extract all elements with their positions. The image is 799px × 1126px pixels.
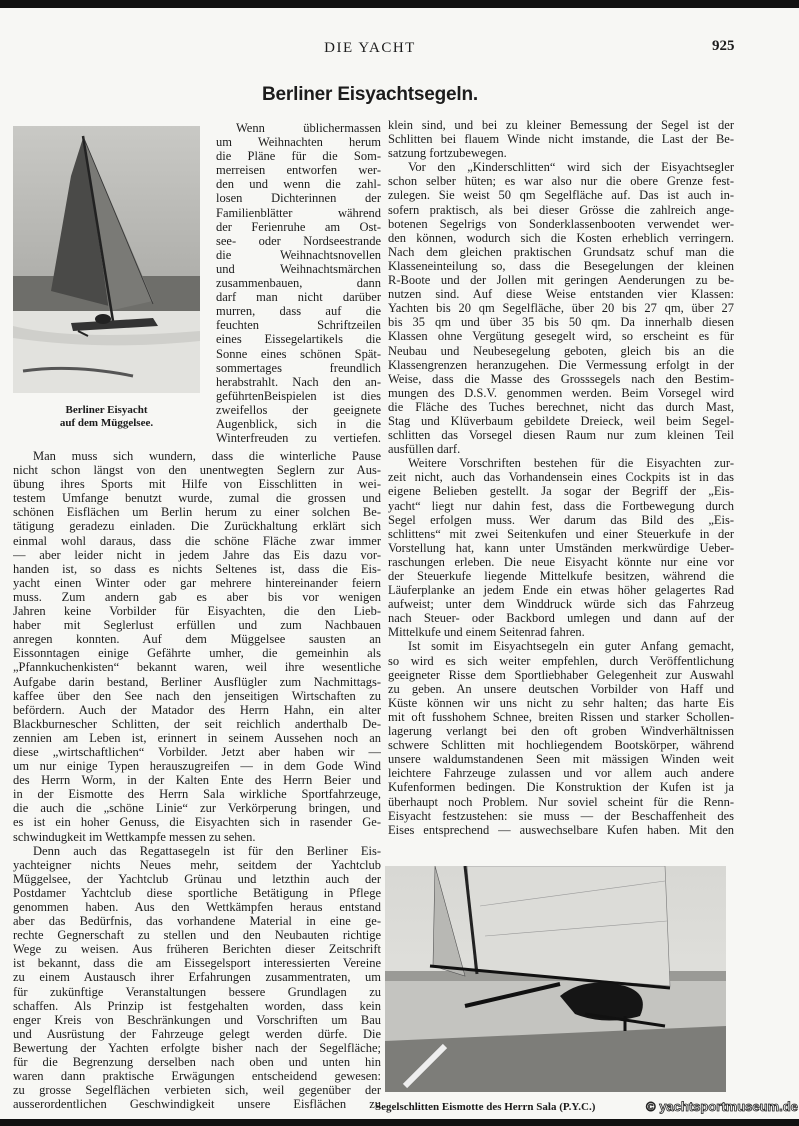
intro-text-column [216, 121, 381, 445]
text-line: schwindugkeit im Wettkampfe messen zu sehen. [13, 829, 256, 844]
text-line: herabstrahlt. Nach den an- [216, 374, 381, 389]
text-line: Kufenformen bedingen. Die Konstruktion der Kufen ist ja [388, 780, 734, 795]
text-line: testem Umfange benutzt wurde, zumal die grossen und [13, 491, 381, 506]
text-line: Yachten bis 20 qm Segelfläche, über 20 bis 27 qm, über 27 [388, 301, 734, 316]
text-line: rechte Gegnerschaft zu stellen und den Neubauten richtige [13, 928, 381, 943]
text-line: Eisyacht festzustehen: sie muss — der Beschaffenheit des [388, 808, 734, 823]
text-line: ist bekannt, dass die am Eissegelsport interessierten Vereine [13, 956, 381, 971]
text-line: den können, wodurch sich die Kosten erheblich verringern. [388, 230, 734, 245]
text-line: zu grosse Segelflächen verbieten sich, weil gegenüber der [13, 1083, 381, 1098]
running-head: DIE YACHT [324, 40, 416, 56]
text-line: Augenblick, sich in die [216, 416, 381, 431]
text-line: diese „wirtschaftlichen“ Vorbilder. Jetzt aber haben wir — [13, 744, 381, 759]
text-line: sommertages freundlich [216, 360, 381, 375]
text-line: Man muss sich wundern, dass die winterliche Pause [33, 449, 381, 463]
text-line: eines Eissegelartikels die [216, 332, 381, 347]
text-line: muss. Zum andern gab es aber bis vor wenigen [13, 589, 381, 604]
text-line: Klassengrenzen heranzugehen. Die Vermessung erfolgt in der [388, 357, 734, 372]
text-line: Vor den „Kinderschlitten“ wird sich der Eisyachtsegler [408, 160, 734, 175]
left-text-column [13, 449, 381, 1111]
text-line: schaffen. Als Prinzip ist festgehalten worden, dass kein [13, 998, 381, 1013]
paragraph [388, 639, 734, 836]
text-line: raschungen erleben. Die neue Eisyacht könnte nur eine vor [388, 554, 734, 569]
text-line: ausserordentlichen Geschwindigkeit unsere Eisflächen zu [13, 1097, 381, 1112]
text-line: in der Eismotte des Herrn Sala wirkliche Sportfahrzeuge, [13, 787, 381, 802]
figure-caption-1 [13, 404, 200, 430]
text-line: Nach dem gleichen praktischen Grundsatz schuf man die [388, 244, 734, 259]
text-line: schon selber hüten; es war also nur die obere Grenze fest- [388, 174, 734, 189]
text-line: Weise, dass die Masse des Grosssegels nach den Bestim- [388, 371, 734, 386]
text-line: yacht“ liegt nur dahin fest, dass die Fortbewegung durch [388, 498, 734, 513]
text-line: die Weihnachtsnovellen [216, 247, 381, 262]
text-line: yacht einen Winter oder gar mehrere hintereinander feiern [13, 575, 381, 590]
text-line: Blackburnescher Schlitten, der seit reichlich anderthalb De- [13, 716, 381, 731]
text-line: zusammenbauen, dann [216, 276, 381, 291]
text-line: kaffee über den See nach den jenseitigen Wirtschaften zu [13, 688, 381, 703]
text-line: unsere waldumstandenen Seen mit mässigen Winden weit [388, 752, 734, 767]
article-title: Berliner Eisyachtsegeln. [262, 84, 478, 105]
scan-border-bottom [0, 1119, 799, 1126]
text-line: zweifellos der geeignete [216, 402, 381, 417]
text-line: R-Boote und der Jollen mit geringen Aenderungen zu be- [388, 273, 734, 288]
text-line: zulegen. Sie weist 50 qm Segelfläche auf. Das ist auch in- [388, 188, 734, 203]
text-line: nicht schon längst von den unentwegten Seglern zur Aus- [13, 463, 381, 478]
text-line: der Steuerkufe liegende Mittelkufe besitzen, während die [388, 569, 734, 583]
text-line: die Fläche des Tuches berechnet, nicht das durch Mast, [388, 399, 734, 414]
page-number: 925 [712, 38, 735, 54]
text-line: zu einem Austausch ihrer Erfahrungen zusammentraten, um [13, 970, 381, 985]
text-line: tätigung geradezu einladen. Die Zurückhaltung erklärt sich [13, 519, 381, 534]
text-line: schönen Eisflächen um Berlin herum zu einer solchen Be- [13, 505, 381, 520]
text-line: Denn auch das Regattasegeln ist für den Berliner Eis- [33, 843, 381, 858]
text-line: ausfüllen darf. [388, 442, 461, 457]
text-line: Klasseneinteilung so, dass die Besegelungen der kleinen [388, 258, 734, 273]
text-line: mungen des D.S.V. genommen werden. Beim Vorsegel wird [388, 385, 734, 400]
text-line: für zukünftige Veranstaltungen bessere Grundlagen zu [13, 984, 381, 999]
text-line: es ist ein hoher Genuss, die Eisyachten sich in rasender Ge- [13, 815, 381, 830]
text-line: Vorstellung hat, kann unter Umständen merkwürdige Ueber- [388, 540, 734, 555]
figure-caption-2: Segelschlitten Eismotte des Herrn Sala (P.Y.C.) [375, 1101, 596, 1113]
text-line: der Ferienruhe am Ost- [216, 219, 381, 234]
text-line: die Pläne für die Som- [216, 149, 381, 164]
paragraph [388, 456, 734, 639]
text-line: feuchten Schriftzeilen [216, 318, 381, 333]
text-line: Schlitten bei flauem Winde nicht imstande, die Last der Be- [388, 132, 734, 147]
text-line: Wenn üblichermassen [236, 121, 381, 135]
text-line: haber mit Seglerlust erfüllen und zum Nachbauen [13, 618, 381, 633]
text-line: yachteigner nichts Neues mehr, seitdem der Yachtclub [13, 857, 381, 872]
scan-border-top [0, 0, 799, 8]
text-line: die auch die „schöne Linie“ zur Verkörperung bringen, und [13, 801, 381, 816]
text-line: Postdamer Yachtclub diese sportliche Betätigung in Pflege [13, 885, 381, 900]
text-line: anregen konnten. Auf dem Müggelsee sausten an [13, 632, 381, 647]
text-line: um nur einige Typen herauszugreifen — in dem Gode Wind [13, 759, 381, 774]
text-line: einmal wohl daraus, dass die schöne Fläche zwar immer [13, 533, 381, 548]
text-line: nach Steuer- oder Backbord umlegen und dann auf der [388, 611, 734, 626]
text-line: eigene Belieben gestellt. Ja sogar der Begriff der „Eis- [388, 484, 734, 499]
text-line: Weitere Vorschriften bestehen für die Eisyachten zur- [408, 456, 734, 471]
text-line: Eises entsprechend — auswechselbare Kufen haben. Mit den [388, 822, 734, 837]
text-line: klein sind, und bei zu kleiner Bemessung der Segel ist der [388, 118, 734, 132]
text-line: Klassen ohne Vergütung gesegelt wird, so erscheint es für [388, 329, 734, 344]
text-line: nutzen sind. Auf diese Weise entstanden vier Klassen: [388, 287, 734, 302]
photo-segelschlitten-eismotte [385, 866, 726, 1092]
right-text-column [388, 118, 734, 837]
paragraph [216, 121, 381, 445]
text-line: schlitten das Vorsegel diesen Raum nur zum kleinen Teil [388, 428, 734, 443]
text-line: den und wenn die zahl- [216, 177, 381, 192]
text-line: genommen haben. Aus den Wettkämpfen heraus entstand [13, 900, 381, 914]
text-line: schwere Schlitten mit hochliegendem Bootskörper, während [388, 738, 734, 753]
caption-line: auf dem Müggelsee. [59, 417, 154, 429]
text-line: Familienblätter während [216, 205, 381, 220]
text-line: „Pfannkuchenkisten“ bekannt waren, weil ihre wesentliche [13, 660, 381, 675]
text-line: Stag und Klüverbaum gebildete Dreieck, weil beim Segel- [388, 413, 734, 428]
text-line: handen ist, so dass es nichts Seltenes ist, dass die Eis- [13, 561, 381, 576]
text-line: lagerung verlangt bei den oft groben Windverhältnissen [388, 724, 734, 739]
text-line: aufweist; unter dem Winddruck würde sich das Fahrzeug [388, 597, 734, 612]
text-line: Winterfreuden zu vertiefen. [216, 431, 381, 446]
text-line: Neubau und Neubesegelung geboten, gleich bis an die [388, 343, 734, 358]
text-line: und Ausrüstung der Fahrzeuge gelegt werden dürfe. Die [13, 1026, 381, 1041]
paragraph [388, 118, 734, 160]
text-line: aber das Bedürfnis, das vorhandene Material in eine ge- [13, 914, 381, 929]
paragraph [13, 449, 381, 844]
text-line: zeit nicht, auch das Vorhandensein eines Cockpits ist in das [388, 470, 734, 485]
text-line: enger Kreis von Beschränkungen und Vorschriften um Bau [13, 1012, 381, 1027]
text-line: und Weihnachtsmärchen [216, 261, 381, 276]
photo-ice-yacht-mueggelsee [13, 126, 200, 393]
text-line: bis 35 qm und über 35 bis 50 qm. Da innerhalb diesen [388, 315, 734, 330]
text-line: leichtere Fahrzeuge zulassen und vor allem auch andere [388, 766, 734, 781]
text-line: sofern praktisch, als bei dieser Grösse die zahlreich ange- [388, 202, 734, 217]
text-line: geeigneter Risse dem Sportliebhaber Gelegenheit zur Auswahl [388, 667, 734, 682]
text-line: Müggelsee, der Yachtclub Grünau und letzthin auch der [13, 871, 381, 886]
text-line: Läuferplanke an jedem Ende ein etwas höher gelagertes Rad [388, 583, 734, 598]
paragraph [388, 160, 734, 456]
text-line: Eissonntagen einige Gefährte umher, die gemeinhin als [13, 646, 381, 661]
text-line: Mittelkufe und einem Seitenrad fahren. [388, 625, 585, 640]
text-line: schlittens“ mit zwei Seitenkufen und einer Steuerkufe in der [388, 526, 734, 541]
text-line: geführtenBeispielen ist dies [216, 388, 381, 403]
text-line: Aufgabe darin bestand, Berliner Ausflügler zum Nachmittags- [13, 674, 381, 689]
paragraph [13, 844, 381, 1112]
text-line: zennien am Leben ist, erinnert in seinem Aussehen noch an [13, 730, 381, 745]
text-line: Bewertung der Yachten erfolgte bisher nach der Segelfläche; [13, 1040, 381, 1055]
watermark-yachtsportmuseum: © yachtsportmuseum.de [646, 1099, 798, 1114]
text-line: Sonne eines schönen Spät- [216, 346, 381, 361]
text-line: see- oder Nordseestrande [216, 233, 381, 248]
text-line: waren dann praktische Erwägungen entscheidend gewesen: [13, 1069, 381, 1084]
text-line: merreisen entworfen wer- [216, 163, 381, 178]
text-line: so wird es sich weiter empfehlen, durch Veröffentlichung [388, 653, 734, 668]
text-line: — aber leider nicht in jedem Jahre das Eis dazu vor- [13, 547, 381, 562]
text-line: für die Begrenzung derselben nach oben und unten hin [13, 1055, 381, 1070]
text-line: botenen Segelrigs von Sonderklassenbooten verwendet wer- [388, 216, 734, 231]
text-line: Jahren keine Vorbilder für Eisyachten, die den Lieb- [13, 604, 381, 619]
text-line: Wege zu weisen. Aus früheren Berichten dieser Zeitschrift [13, 942, 381, 957]
text-line: Küste können wir uns nicht zu sehr halten; das harte Eis [388, 695, 734, 710]
text-line: Segel erfolgen muss. Wer darum das Bild des „Eis- [388, 512, 734, 527]
text-line: murren, dass auf die [216, 304, 381, 319]
text-line: des Herrn Worm, in der Kalten Ente des Herrn Beier und [13, 773, 381, 788]
caption-line: Berliner Eisyacht [65, 404, 148, 416]
text-line: losen Dichterinnen der [216, 191, 381, 206]
text-line: Ist somit im Eisyachtsegeln ein guter Anfang gemacht, [408, 639, 734, 654]
text-line: satzung fortzubewegen. [388, 146, 507, 161]
text-line: zu geben. An unsere deutschen Vorbilder von Haff und [388, 681, 734, 696]
text-line: darf man nicht darüber [216, 290, 381, 305]
text-line: um Weihnachten herum [216, 135, 381, 150]
text-line: befördern. Auch der Matador des Herrn Hahn, ein alter [13, 702, 381, 717]
text-line: mit oft fusshohem Schnee, breiten Rissen und starker Schollen- [388, 709, 734, 724]
text-line: überhaupt noch Problem. Nur soviel scheint für die Renn- [388, 794, 734, 809]
text-line: übung ihres Sports mit Hilfe von Eisschlitten in wei- [13, 477, 381, 492]
